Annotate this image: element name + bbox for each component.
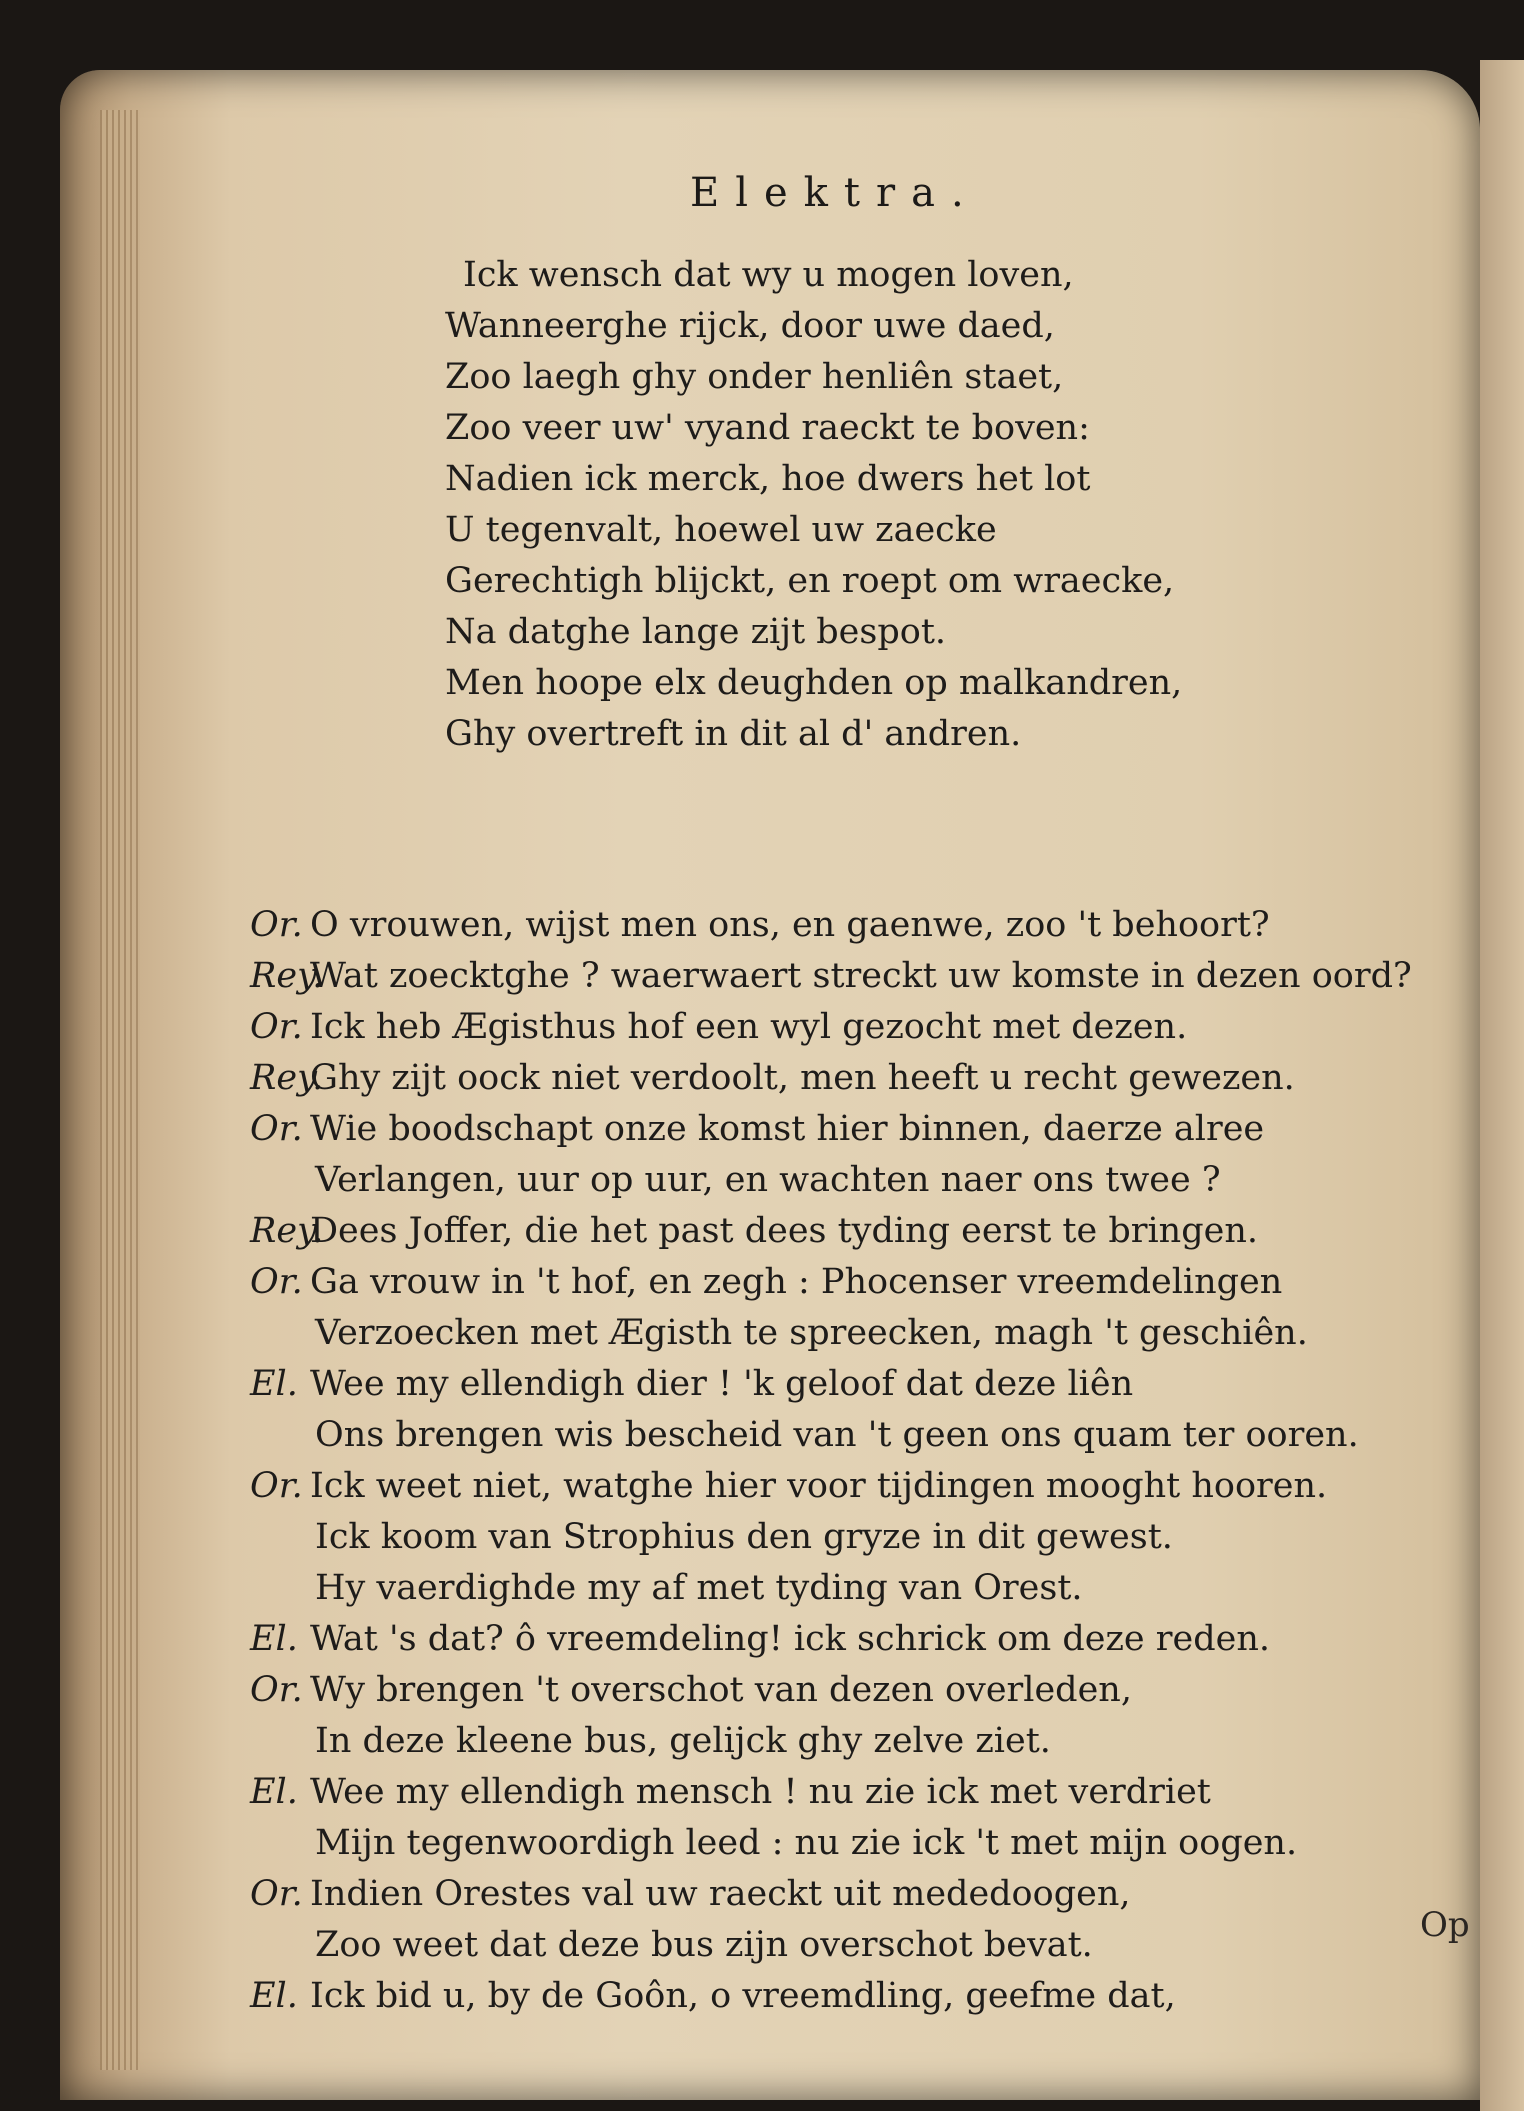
dialogue-line [250, 1206, 1455, 1257]
verse-line: Na datghe lange zijt bespot. [445, 612, 947, 652]
dialogue-line [250, 1002, 1455, 1053]
speaker-label: Or. [250, 1007, 303, 1047]
dialogue-line [250, 951, 1455, 1002]
verse-line: Wanneerghe rijck, door uwe daed, [445, 306, 1055, 346]
verse-line: Men hoope elx deughden op malkandren, [445, 663, 1183, 703]
dialogue-line [250, 1512, 1455, 1563]
dialogue-line [250, 1410, 1455, 1461]
speaker-label: Rey. [250, 1211, 324, 1251]
dialogue-text: Ons brengen wis bescheid van 't geen ons quam ter ooren. [315, 1415, 1359, 1455]
dialogue-text: Ga vrouw in 't hof, en zegh : Phocenser vreemdelingen [310, 1262, 1283, 1302]
dialogue-text: Wee my ellendigh mensch ! nu zie ick met verdriet [310, 1772, 1211, 1812]
dialogue-text: Mijn tegenwoordigh leed : nu zie ick 't met mijn oogen. [315, 1823, 1298, 1863]
dialogue-text: In deze kleene bus, gelijck ghy zelve ziet. [315, 1721, 1051, 1761]
dialogue-text: Hy vaerdighde my af met tyding van Orest. [315, 1568, 1083, 1608]
dialogue-line [250, 900, 1455, 951]
verse-line: Nadien ick merck, hoe dwers het lot [445, 459, 1091, 499]
speaker-label: El. [250, 1364, 298, 1404]
speaker-label: Rey. [250, 1058, 324, 1098]
dialogue-text: Wat zoecktghe ? waerwaert streckt uw komste in dezen oord? [310, 956, 1412, 996]
running-head: Elektra. [690, 170, 980, 216]
speaker-label: Or. [250, 1874, 303, 1914]
verse-line: Ghy overtreft in dit al d' andren. [445, 714, 1022, 754]
page-text [250, 250, 1455, 2022]
dialogue-line [250, 1869, 1455, 1920]
speaker-label: El. [250, 1772, 298, 1812]
speaker-label: Or. [250, 1670, 303, 1710]
speaker-label: Rey. [250, 956, 324, 996]
dialogue-text: Wie boodschapt onze komst hier binnen, daerze alree [310, 1109, 1265, 1149]
dialogue-text: Wee my ellendigh dier ! 'k geloof dat deze liên [310, 1364, 1134, 1404]
dialogue-text: Wy brengen 't overschot van dezen overleden, [310, 1670, 1132, 1710]
speaker-label: Or. [250, 1466, 303, 1506]
dialogue-line [250, 1614, 1455, 1665]
dialogue [250, 900, 1455, 2022]
verse-line: U tegenvalt, hoewel uw zaecke [445, 510, 997, 550]
catchword: Op [1420, 1905, 1470, 1945]
dialogue-line [250, 1971, 1455, 2022]
dialogue-line [250, 1104, 1455, 1155]
verse-line: Ick wensch dat wy u mogen loven, [463, 255, 1074, 295]
verse-line: Gerechtigh blijckt, en roept om wraecke, [445, 561, 1175, 601]
speaker-label: Or. [250, 905, 303, 945]
dialogue-line [250, 1920, 1455, 1971]
dialogue-text: Verzoecken met Ægisth te spreecken, magh 't geschiên. [315, 1313, 1308, 1353]
dialogue-line [250, 1716, 1455, 1767]
dialogue-line [250, 1053, 1455, 1104]
dialogue-line [250, 1563, 1455, 1614]
facing-page-edge [1480, 60, 1524, 2111]
dialogue-text: Zoo weet dat deze bus zijn overschot bevat. [315, 1925, 1093, 1965]
verse-line: Zoo laegh ghy onder henliên staet, [445, 357, 1064, 397]
dialogue-text: Wat 's dat? ô vreemdeling! ick schrick om deze reden. [310, 1619, 1270, 1659]
dialogue-line [250, 1308, 1455, 1359]
chorus-verse [255, 250, 1455, 760]
dialogue-line [250, 1155, 1455, 1206]
dialogue-line [250, 1461, 1455, 1512]
dialogue-line [250, 1818, 1455, 1869]
dialogue-line [250, 1359, 1455, 1410]
dialogue-text: Indien Orestes val uw raeckt uit mededoogen, [310, 1874, 1131, 1914]
dialogue-text: O vrouwen, wijst men ons, en gaenwe, zoo 't behoort? [310, 905, 1270, 945]
dialogue-text: Ick koom van Strophius den gryze in dit gewest. [315, 1517, 1173, 1557]
dialogue-text: Dees Joffer, die het past dees tyding eerst te bringen. [310, 1211, 1258, 1251]
dialogue-text: Verlangen, uur op uur, en wachten naer ons twee ? [315, 1160, 1221, 1200]
dialogue-line [250, 1665, 1455, 1716]
dialogue-text: Ick weet niet, watghe hier voor tijdingen mooght hooren. [310, 1466, 1328, 1506]
dialogue-line [250, 1257, 1455, 1308]
dialogue-text: Ick bid u, by de Goôn, o vreemdling, geefme dat, [310, 1976, 1176, 2016]
dialogue-text: Ghy zijt oock niet verdoolt, men heeft u recht gewezen. [310, 1058, 1295, 1098]
dialogue-line [250, 1767, 1455, 1818]
dialogue-text: Ick heb Ægisthus hof een wyl gezocht met dezen. [310, 1007, 1188, 1047]
speaker-label: Or. [250, 1109, 303, 1149]
speaker-label: El. [250, 1976, 298, 2016]
speaker-label: Or. [250, 1262, 303, 1302]
speaker-label: El. [250, 1619, 298, 1659]
section-gap [255, 760, 1455, 900]
verse-line: Zoo veer uw' vyand raeckt te boven: [445, 408, 1090, 448]
